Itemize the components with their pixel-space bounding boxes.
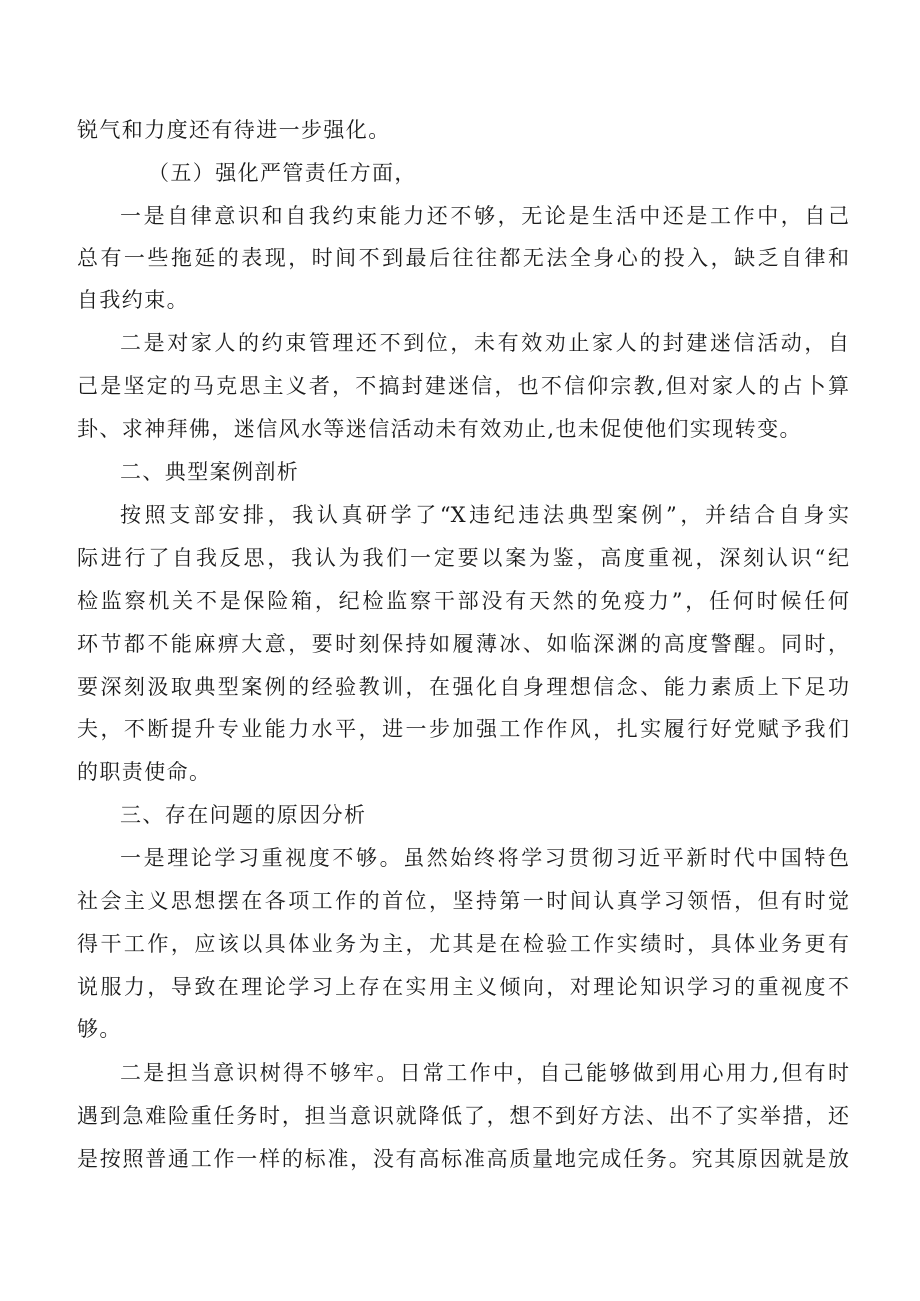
paragraph-line: 二是担当意识树得不够牢。日常工作中，自己能够做到用心用力,但有时 [120, 1061, 849, 1085]
paragraph-line: 己是坚定的马克思主义者，不搞封建迷信，也不信仰宗教,但对家人的占卜算 [77, 374, 849, 398]
paragraph-line: 检监察机关不是保险箱，纪检监察干部没有天然的免疫力”，任何时候任何 [77, 589, 849, 613]
paragraph-line: 是按照普通工作一样的标准，没有高标准高质量地完成任务。究其原因就是放 [77, 1147, 849, 1171]
section-heading: 三、存在问题的原因分析 [120, 803, 367, 827]
section-heading: （五）强化严管责任方面， [148, 161, 417, 185]
paragraph-line: 锐气和力度还有待进一步强化。 [77, 118, 391, 142]
paragraph-line: 一是理论学习重视度不够。虽然始终将学习贯彻习近平新时代中国特色 [120, 846, 849, 870]
paragraph-line: 环节都不能麻痹大意，要时刻保持如履薄冰、如临深渊的高度警醒。同时， [77, 632, 849, 656]
paragraph-line: 够。 [77, 1017, 122, 1041]
section-heading: 二、典型案例剖析 [120, 460, 300, 484]
paragraph-line: 总有一些拖延的表现，时间不到最后往往都无法全身心的投入，缺乏自律和 [77, 246, 849, 270]
paragraph-line: 夫，不断提升专业能力水平，进一步加强工作作风，扎实履行好党赋予我们 [77, 717, 849, 741]
paragraph-line: 社会主义思想摆在各项工作的首位，坚持第一时间认真学习领悟，但有时觉 [77, 889, 849, 913]
paragraph-line: 说服力，导致在理论学习上存在实用主义倾向，对理论知识学习的重视度不 [77, 975, 849, 999]
paragraph-line: 遇到急难险重任务时，担当意识就降低了，想不到好方法、出不了实举措，还 [77, 1104, 849, 1128]
paragraph-line: 际进行了自我反思，我认为我们一定要以案为鉴，高度重视，深刻认识“纪 [77, 546, 849, 570]
paragraph-line: 二是对家人的约束管理还不到位，未有效劝止家人的封建迷信活动，自 [120, 331, 849, 355]
paragraph-line: 自我约束。 [77, 288, 189, 312]
paragraph-line: 要深刻汲取典型案例的经验教训，在强化自身理想信念、能力素质上下足功 [77, 675, 849, 699]
paragraph-line: 卦、求神拜佛，迷信风水等迷信活动未有效劝止,也未促使他们实现转变。 [77, 417, 802, 441]
paragraph-line: 得干工作，应该以具体业务为主，尤其是在检验工作实绩时，具体业务更有 [77, 932, 849, 956]
paragraph-line: 按照支部安排，我认真研学了“X违纪违法典型案例”，并结合自身实 [120, 503, 849, 527]
paragraph-line: 的职责使命。 [77, 760, 212, 784]
paragraph-line: 一是自律意识和自我约束能力还不够，无论是生活中还是工作中，自己 [120, 204, 849, 228]
